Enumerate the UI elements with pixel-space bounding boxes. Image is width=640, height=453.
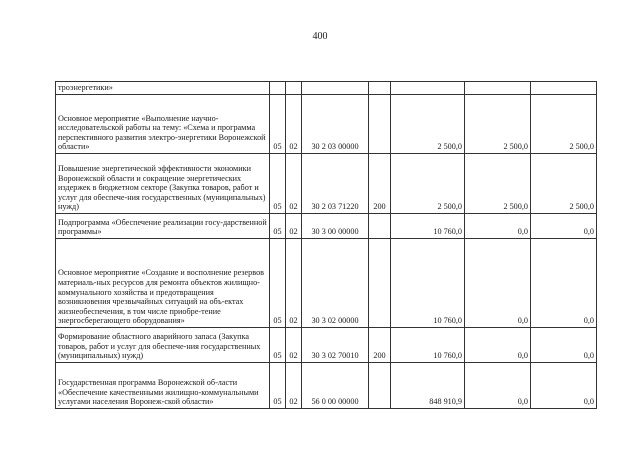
cell-value: 02	[289, 202, 298, 212]
expense-type-cell	[369, 363, 391, 409]
table-row	[56, 82, 597, 95]
cell-value: 200	[373, 351, 386, 361]
budget-table	[55, 81, 597, 409]
amount-year-3-cell	[531, 328, 597, 363]
cell-value: 0,0	[517, 397, 528, 407]
expense-type-cell	[369, 328, 391, 363]
cell-value: 2 500,0	[569, 142, 594, 152]
amount-year-2-cell	[465, 82, 531, 95]
cell-value: 02	[289, 316, 298, 326]
amount-year-1-cell	[391, 239, 465, 328]
subsection-cell	[286, 363, 302, 409]
cell-value: 30 3 02 00000	[311, 316, 359, 326]
row-name-cell	[56, 239, 270, 328]
table-row	[56, 154, 597, 214]
budget-table-body	[56, 82, 597, 409]
subsection-cell	[286, 95, 302, 154]
cell-value: 0,0	[517, 316, 528, 326]
row-name-cell	[56, 328, 270, 363]
row-name-text: Основное мероприятие «Создание и восполнение резервов материаль-ных ресурсов для ремонта объектов жилищно-коммунального хозяйства и предотвращения возникновения чрезвычайных ситуаций на объ-ектах жизнеобеспечения, в том числе приобре-тение энергосберегающего оборудования»	[58, 268, 265, 326]
table-row	[56, 95, 597, 154]
target-item-cell	[302, 82, 369, 95]
row-name-text: Основное мероприятие «Выполнение научно-исследовательской работы на тему: «Схема и программа перспективного развития электро-энергетики Воронежской области»	[58, 113, 266, 152]
cell-value: 02	[289, 227, 298, 237]
amount-year-1-cell	[391, 154, 465, 214]
row-name-cell	[56, 95, 270, 154]
cell-value: 2 500,0	[437, 202, 462, 212]
amount-year-2-cell	[465, 239, 531, 328]
section-cell	[270, 82, 286, 95]
section-cell	[270, 214, 286, 239]
row-name-text: Подпрограмма «Обеспечение реализации госу-дарственной программы»	[58, 217, 267, 237]
amount-year-1-cell	[391, 95, 465, 154]
amount-year-3-cell	[531, 214, 597, 239]
expense-type-cell	[369, 214, 391, 239]
row-name-cell	[56, 154, 270, 214]
amount-year-3-cell	[531, 154, 597, 214]
row-name-text: троэнергетики»	[58, 83, 113, 93]
section-cell	[270, 154, 286, 214]
cell-value: 848 910,9	[429, 397, 462, 407]
amount-year-3-cell	[531, 363, 597, 409]
cell-value: 02	[289, 397, 298, 407]
amount-year-3-cell	[531, 239, 597, 328]
cell-value: 0,0	[583, 351, 594, 361]
amount-year-1-cell	[391, 328, 465, 363]
row-name-cell	[56, 214, 270, 239]
cell-value: 05	[273, 202, 282, 212]
section-cell	[270, 95, 286, 154]
cell-value: 0,0	[517, 351, 528, 361]
cell-value: 30 3 00 00000	[311, 227, 359, 237]
amount-year-1-cell	[391, 363, 465, 409]
subsection-cell	[286, 239, 302, 328]
target-item-cell	[302, 328, 369, 363]
section-cell	[270, 363, 286, 409]
row-name-cell	[56, 82, 270, 95]
amount-year-1-cell	[391, 214, 465, 239]
section-cell	[270, 239, 286, 328]
target-item-cell	[302, 95, 369, 154]
table-row	[56, 214, 597, 239]
target-item-cell	[302, 154, 369, 214]
amount-year-2-cell	[465, 154, 531, 214]
cell-value: 05	[273, 142, 282, 152]
expense-type-cell	[369, 239, 391, 328]
cell-value: 05	[273, 397, 282, 407]
target-item-cell	[302, 214, 369, 239]
cell-value: 0,0	[517, 227, 528, 237]
subsection-cell	[286, 328, 302, 363]
row-name-text: Государственная программа Воронежской об-ласти «Обеспечение качественными жилищно-коммунальными услугами населения Воронеж-ской области»	[58, 378, 259, 407]
table-row	[56, 363, 597, 409]
amount-year-3-cell	[531, 95, 597, 154]
row-name-text: Формирование областного аварийного запаса (Закупка товаров, работ и услуг для обеспече-ния государственных (муниципальных) нужд)	[58, 332, 261, 361]
expense-type-cell	[369, 154, 391, 214]
table-row	[56, 239, 597, 328]
page-number: 400	[312, 31, 328, 42]
cell-value: 30 2 03 00000	[311, 142, 359, 152]
cell-value: 30 3 02 70010	[311, 351, 359, 361]
amount-year-2-cell	[465, 363, 531, 409]
expense-type-cell	[369, 95, 391, 154]
target-item-cell	[302, 239, 369, 328]
amount-year-2-cell	[465, 214, 531, 239]
cell-value: 2 500,0	[503, 142, 528, 152]
cell-value: 05	[273, 351, 282, 361]
cell-value: 02	[289, 351, 298, 361]
amount-year-3-cell	[531, 82, 597, 95]
cell-value: 05	[273, 316, 282, 326]
cell-value: 10 760,0	[433, 351, 462, 361]
subsection-cell	[286, 154, 302, 214]
expense-type-cell	[369, 82, 391, 95]
cell-value: 0,0	[583, 316, 594, 326]
cell-value: 200	[373, 202, 386, 212]
cell-value: 2 500,0	[569, 202, 594, 212]
target-item-cell	[302, 363, 369, 409]
cell-value: 0,0	[583, 397, 594, 407]
cell-value: 56 0 00 00000	[311, 397, 359, 407]
cell-value: 2 500,0	[437, 142, 462, 152]
cell-value: 10 760,0	[433, 316, 462, 326]
subsection-cell	[286, 82, 302, 95]
amount-year-2-cell	[465, 95, 531, 154]
amount-year-2-cell	[465, 328, 531, 363]
cell-value: 30 2 03 71220	[311, 202, 359, 212]
cell-value: 10 760,0	[433, 227, 462, 237]
section-cell	[270, 328, 286, 363]
cell-value: 02	[289, 142, 298, 152]
amount-year-1-cell	[391, 82, 465, 95]
row-name-text: Повышение энергетической эффективности экономики Воронежской области и сокращение энергетических издержек в бюджетном секторе (Закупка товаров, работ и услуг для обеспече-ния государственных (муниципальных) нужд)	[58, 164, 266, 212]
row-name-cell	[56, 363, 270, 409]
table-row	[56, 328, 597, 363]
subsection-cell	[286, 214, 302, 239]
cell-value: 2 500,0	[503, 202, 528, 212]
cell-value: 0,0	[583, 227, 594, 237]
cell-value: 05	[273, 227, 282, 237]
